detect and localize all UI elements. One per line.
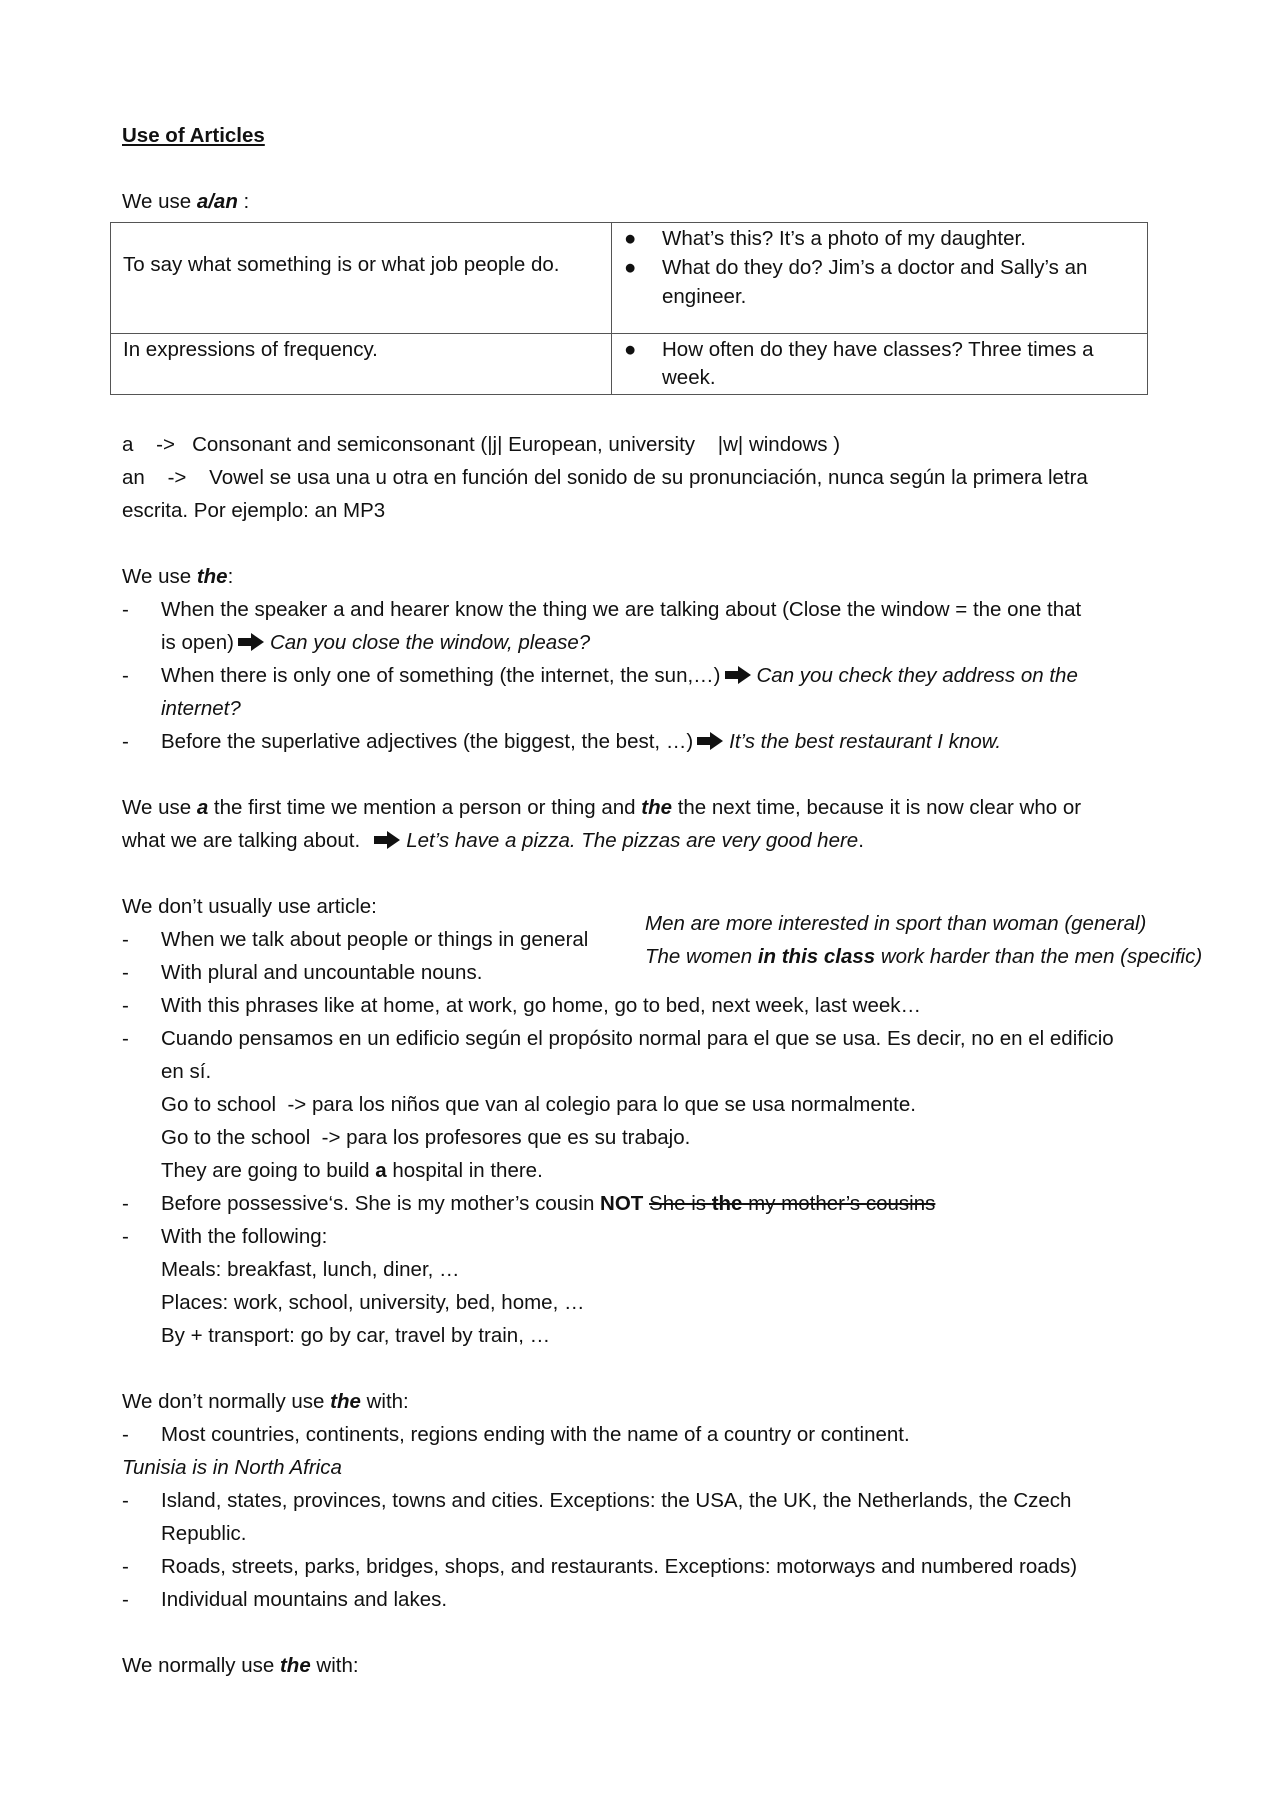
no-article-rule-cont: en sí. (161, 1060, 212, 1083)
following-rule: With the following: (161, 1225, 328, 1248)
right-arrow-icon (374, 831, 400, 849)
possessive-rule (161, 1192, 935, 1216)
example-text: The women (645, 945, 758, 968)
no-the-rule-cont: Republic. (161, 1522, 247, 1545)
rule-text: Before possessive‘s. She is my mother’s cousin (161, 1192, 601, 1215)
a-an-intro (122, 190, 249, 214)
no-article-intro: We don’t usually use article: (122, 895, 377, 918)
side-example-general (645, 912, 1146, 936)
rule-text: is open) (161, 631, 234, 654)
no-article-rule: With plural and uncountable nouns. (161, 961, 483, 984)
example-text: engineer. (662, 285, 747, 308)
table-cell-use (111, 334, 612, 395)
the-emphasis: the (641, 796, 672, 819)
table-cell-examples (612, 223, 1148, 334)
example-text: week. (662, 366, 716, 389)
the-intro-end: : (227, 565, 234, 588)
dash-icon: - (122, 1555, 129, 1578)
right-arrow-icon (697, 732, 723, 750)
first-mention-para-cont (122, 829, 864, 853)
the-intro (122, 565, 233, 589)
dash-icon: - (122, 664, 129, 687)
para-text: . (858, 829, 864, 852)
first-mention-para (122, 796, 1081, 820)
intro-text: with: (360, 1390, 409, 1413)
page-title: Use of Articles (122, 124, 265, 147)
intro-text: with: (310, 1654, 359, 1677)
example-text: Can you check they address on the (756, 664, 1078, 687)
example-text: What do they do? Jim’s a doctor and Sally’s an (662, 256, 1088, 279)
para-text: what we are talking about. (122, 829, 361, 852)
example-emphasis: a (375, 1159, 387, 1182)
use-text: In expressions of frequency. (123, 338, 378, 361)
example-text: Can you close the window, please? (269, 631, 591, 654)
dash-icon: - (122, 928, 129, 951)
example-text: Let’s have a pizza. The pizzas are very good here (406, 829, 859, 852)
para-text: the first time we mention a person or thing and (208, 796, 642, 819)
table-cell-examples (612, 334, 1148, 395)
table-cell-use (111, 223, 612, 334)
no-the-rule: Individual mountains and lakes. (161, 1588, 448, 1611)
no-the-intro (122, 1390, 409, 1414)
example-text: How often do they have classes? Three times a (662, 338, 1094, 361)
a-an-intro-end: : (237, 190, 250, 213)
side-example-specific (645, 945, 1202, 969)
the-rule-2 (161, 664, 1078, 688)
dash-icon: - (122, 1192, 129, 1215)
the-emphasis: the (330, 1390, 361, 1413)
a-emphasis: a (196, 796, 209, 819)
transport-example: By + transport: go by car, travel by train, … (161, 1324, 551, 1347)
no-the-rule: Island, states, provinces, towns and cities. Exceptions: the USA, the UK, the Netherlands, the Czech (161, 1489, 1072, 1512)
places-example: Places: work, school, university, bed, home, … (161, 1291, 585, 1314)
example-text: It’s the best restaurant I know. (729, 730, 1002, 753)
dash-icon: - (122, 994, 129, 1017)
no-the-rule: Roads, streets, parks, bridges, shops, and restaurants. Exceptions: motorways and numbered roads) (161, 1555, 1078, 1578)
the-rule-3 (161, 730, 1001, 754)
a-an-emphasis: a/an (196, 190, 238, 213)
example-text: Tunisia is in North Africa (122, 1456, 342, 1479)
right-arrow-icon (238, 633, 264, 651)
dash-icon: - (122, 598, 129, 621)
bullet-icon: ● (624, 338, 637, 361)
an-vowel-rule-cont: escrita. Por ejemplo: an MP3 (122, 499, 386, 522)
example-text: They are going to build (161, 1159, 376, 1182)
dash-icon: - (122, 1027, 129, 1050)
example-text: work harder than the men (specific) (875, 945, 1203, 968)
example-text: internet? (161, 697, 241, 720)
use-text: To say what something is or what job people do. (123, 253, 560, 276)
struck-text: She is (649, 1192, 712, 1215)
a-an-intro-text: We use (122, 190, 197, 213)
a-an-usage-table (110, 222, 1148, 395)
no-the-rule: Most countries, continents, regions ending with the name of a country or continent. (161, 1423, 910, 1446)
no-article-rule: When we talk about people or things in general (161, 928, 589, 951)
rule-text: Before the superlative adjectives (the biggest, the best, …) (161, 730, 694, 753)
example-text: What’s this? It’s a photo of my daughter. (662, 227, 1026, 250)
a-consonant-rule: a -> Consonant and semiconsonant (|j| European, university |w| windows ) (122, 433, 841, 456)
dash-icon: - (122, 1423, 129, 1446)
para-text: the next time, because it is now clear who or (672, 796, 1082, 819)
no-article-rule: With this phrases like at home, at work, go home, go to bed, next week, last week… (161, 994, 922, 1017)
dash-icon: - (122, 730, 129, 753)
use-the-intro (122, 1654, 359, 1678)
struck-text: my mother’s cousins (742, 1192, 936, 1215)
para-text: We use (122, 796, 197, 819)
example-text: hospital in there. (386, 1159, 543, 1182)
no-article-rule: Cuando pensamos en un edificio según el propósito normal para el que se usa. Es decir, no en el edificio (161, 1027, 1114, 1050)
table-row (111, 223, 1148, 334)
struck-emphasis: the (711, 1192, 743, 1215)
dash-icon: - (122, 1489, 129, 1512)
the-school-example: Go to the school -> para los profesores que es su trabajo. (161, 1126, 691, 1149)
hospital-example (161, 1159, 543, 1183)
the-emphasis: the (279, 1654, 311, 1677)
tunisia-example (122, 1456, 342, 1480)
example-text: Men are more interested in sport than woman (general) (645, 912, 1147, 935)
table-row (111, 334, 1148, 395)
intro-text: We don’t normally use (122, 1390, 331, 1413)
rule-text: When there is only one of something (the internet, the sun,…) (161, 664, 721, 687)
example-emphasis: in this class (757, 945, 876, 968)
the-intro-text: We use (122, 565, 197, 588)
dash-icon: - (122, 961, 129, 984)
an-vowel-rule: an -> Vowel se usa una u otra en función del sonido de su pronunciación, nunca según la primera letra (122, 466, 1088, 489)
right-arrow-icon (725, 666, 751, 684)
dash-icon: - (122, 1588, 129, 1611)
the-rule-2-cont (161, 697, 241, 721)
meals-example: Meals: breakfast, lunch, diner, … (161, 1258, 460, 1281)
the-rule-1-example (161, 631, 590, 655)
bullet-icon: ● (624, 227, 637, 250)
school-example: Go to school -> para los niños que van al colegio para lo que se usa normalmente. (161, 1093, 916, 1116)
bullet-icon: ● (624, 256, 637, 279)
the-emphasis: the (196, 565, 228, 588)
dash-icon: - (122, 1225, 129, 1248)
intro-text: We normally use (122, 1654, 280, 1677)
not-emphasis: NOT (600, 1192, 644, 1215)
the-rule-1: When the speaker a and hearer know the thing we are talking about (Close the window = the one that (161, 598, 1082, 621)
struck-example (649, 1192, 935, 1215)
